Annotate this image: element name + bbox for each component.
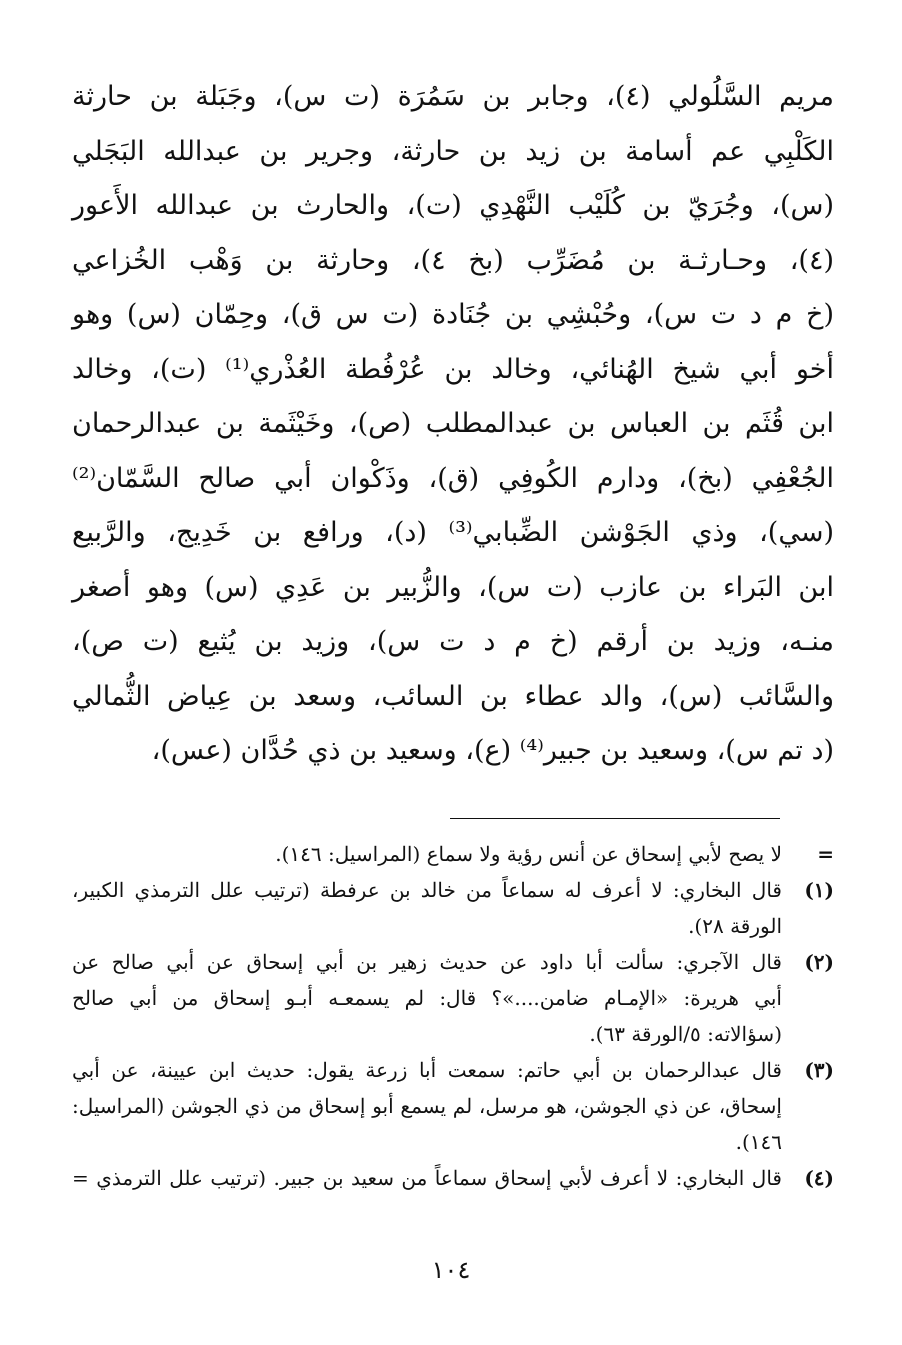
footnote-line: قال عبدالرحمان بن أبي حاتم: سمعت أبا زرعة يقول: حديث ابن عيينة، عن أبي (72, 1058, 782, 1082)
main-text-line: (خ م د ت س)، وحُبْشِي بن جُنَادة (ت س ق)، وحِمّان (س) وهو (72, 299, 834, 330)
footnote-marker: (٢) (804, 950, 834, 974)
footnote-line: الورقة ٢٨). (688, 914, 782, 938)
main-text-line: (د تم س)، وسعيد بن جبير⁽⁴⁾ (ع)، وسعيد بن ذي حُدَّان (عس)، (151, 735, 834, 766)
footnote-body (72, 944, 782, 1052)
main-text-line: الكَلْبِي عم أسامة بن زيد بن حارثة، وجرير بن عبدالله البَجَلي (72, 135, 834, 167)
footnote-line: إسحاق، عن ذي الجوشن، هو مرسل، لم يسمع أبو إسحاق من ذي الجوشن (المراسيل: (72, 1094, 782, 1118)
main-text-block (72, 70, 834, 779)
footnote-line: ١٤٦). (735, 1130, 782, 1154)
main-text-line: أخو أبي شيخ الهُنائي، وخالد بن عُرْفُطة العُذْري⁽¹⁾ (ت)، وخالد (72, 353, 834, 385)
main-text-line: والسَّائب (س)، والد عطاء بن السائب، وسعد بن عِياض الثُّمالي (72, 680, 834, 712)
footnote-body (72, 872, 782, 944)
footnote-line: (سؤالاته: ٥/الورقة ٦٣). (589, 1022, 782, 1046)
footnote-separator-rule (450, 818, 780, 819)
footnote-marker: (٣) (804, 1058, 834, 1082)
footnote-marker: = (817, 842, 834, 866)
footnote-4 (72, 1160, 834, 1196)
main-text-line: الجُعْفِي (بخ)، ودارم الكُوفِي (ق)، وذَكْوان أبي صالح السَّمّان⁽²⁾ (72, 462, 834, 494)
main-text-line: منـه، وزيد بن أرقم (خ م د ت س)، وزيد بن يُثيع (ت ص)، (72, 626, 834, 657)
footnote-line: قال الآجري: سألت أبا داود عن حديث زهير بن أبي إسحاق عن أبي صالح عن (72, 950, 782, 974)
footnote-1 (72, 872, 834, 944)
main-text-line: مريم السَّلُولي (٤)، وجابر بن سَمُرَة (ت س)، وجَبَلة بن حارثة (72, 81, 834, 112)
main-text-line: (س)، وجُرَيّ بن كُلَيْب النَّهْدِي (ت)، والحارث بن عبدالله الأَعور (72, 190, 834, 221)
footnote-3 (72, 1052, 834, 1160)
footnote-body (72, 1160, 782, 1196)
footnote-line: قال البخاري: لا أعرف له سماعاً من خالد بن عرفطة (ترتيب علل الترمذي الكبير، (72, 878, 782, 902)
footnote-body (72, 836, 782, 872)
main-text-line: ابن قُثَم بن العباس بن عبدالمطلب (ص)، وخَيْثَمة بن عبدالرحمان (72, 408, 834, 439)
footnote-continuation (72, 836, 834, 872)
footnote-marker: (١) (804, 878, 834, 902)
main-text-line: ابن البَراء بن عازب (ت س)، والزُّبير بن عَدِي (س) وهو أصغر (72, 571, 834, 603)
footnotes-block (72, 836, 834, 1196)
main-text-line: (سي)، وذي الجَوْشن الضِّبابي⁽³⁾ (د)، ورافع بن خَدِيج، والرَّبيع (72, 517, 834, 548)
footnote-2 (72, 944, 834, 1052)
page-number: ١٠٤ (431, 1256, 471, 1284)
footnote-body (72, 1052, 782, 1160)
main-text-line: (٤)، وحـارثـة بن مُضَرِّب (بخ ٤)، وحارثة بن وَهْب الخُزاعي (72, 244, 834, 276)
footnote-line: قال البخاري: لا أعرف لأبي إسحاق سماعاً من سعيد بن جبير. (ترتيب علل الترمذي = (72, 1166, 782, 1190)
footnote-marker: (٤) (804, 1166, 834, 1190)
footnote-line: لا يصح لأبي إسحاق عن أنس رؤية ولا سماع (المراسيل: ١٤٦). (275, 842, 782, 866)
footnote-line: أبي هريرة: «الإمـام ضامن....»؟ قال: لم يسمعـه أبـو إسحاق من أبي صالح (72, 986, 782, 1010)
